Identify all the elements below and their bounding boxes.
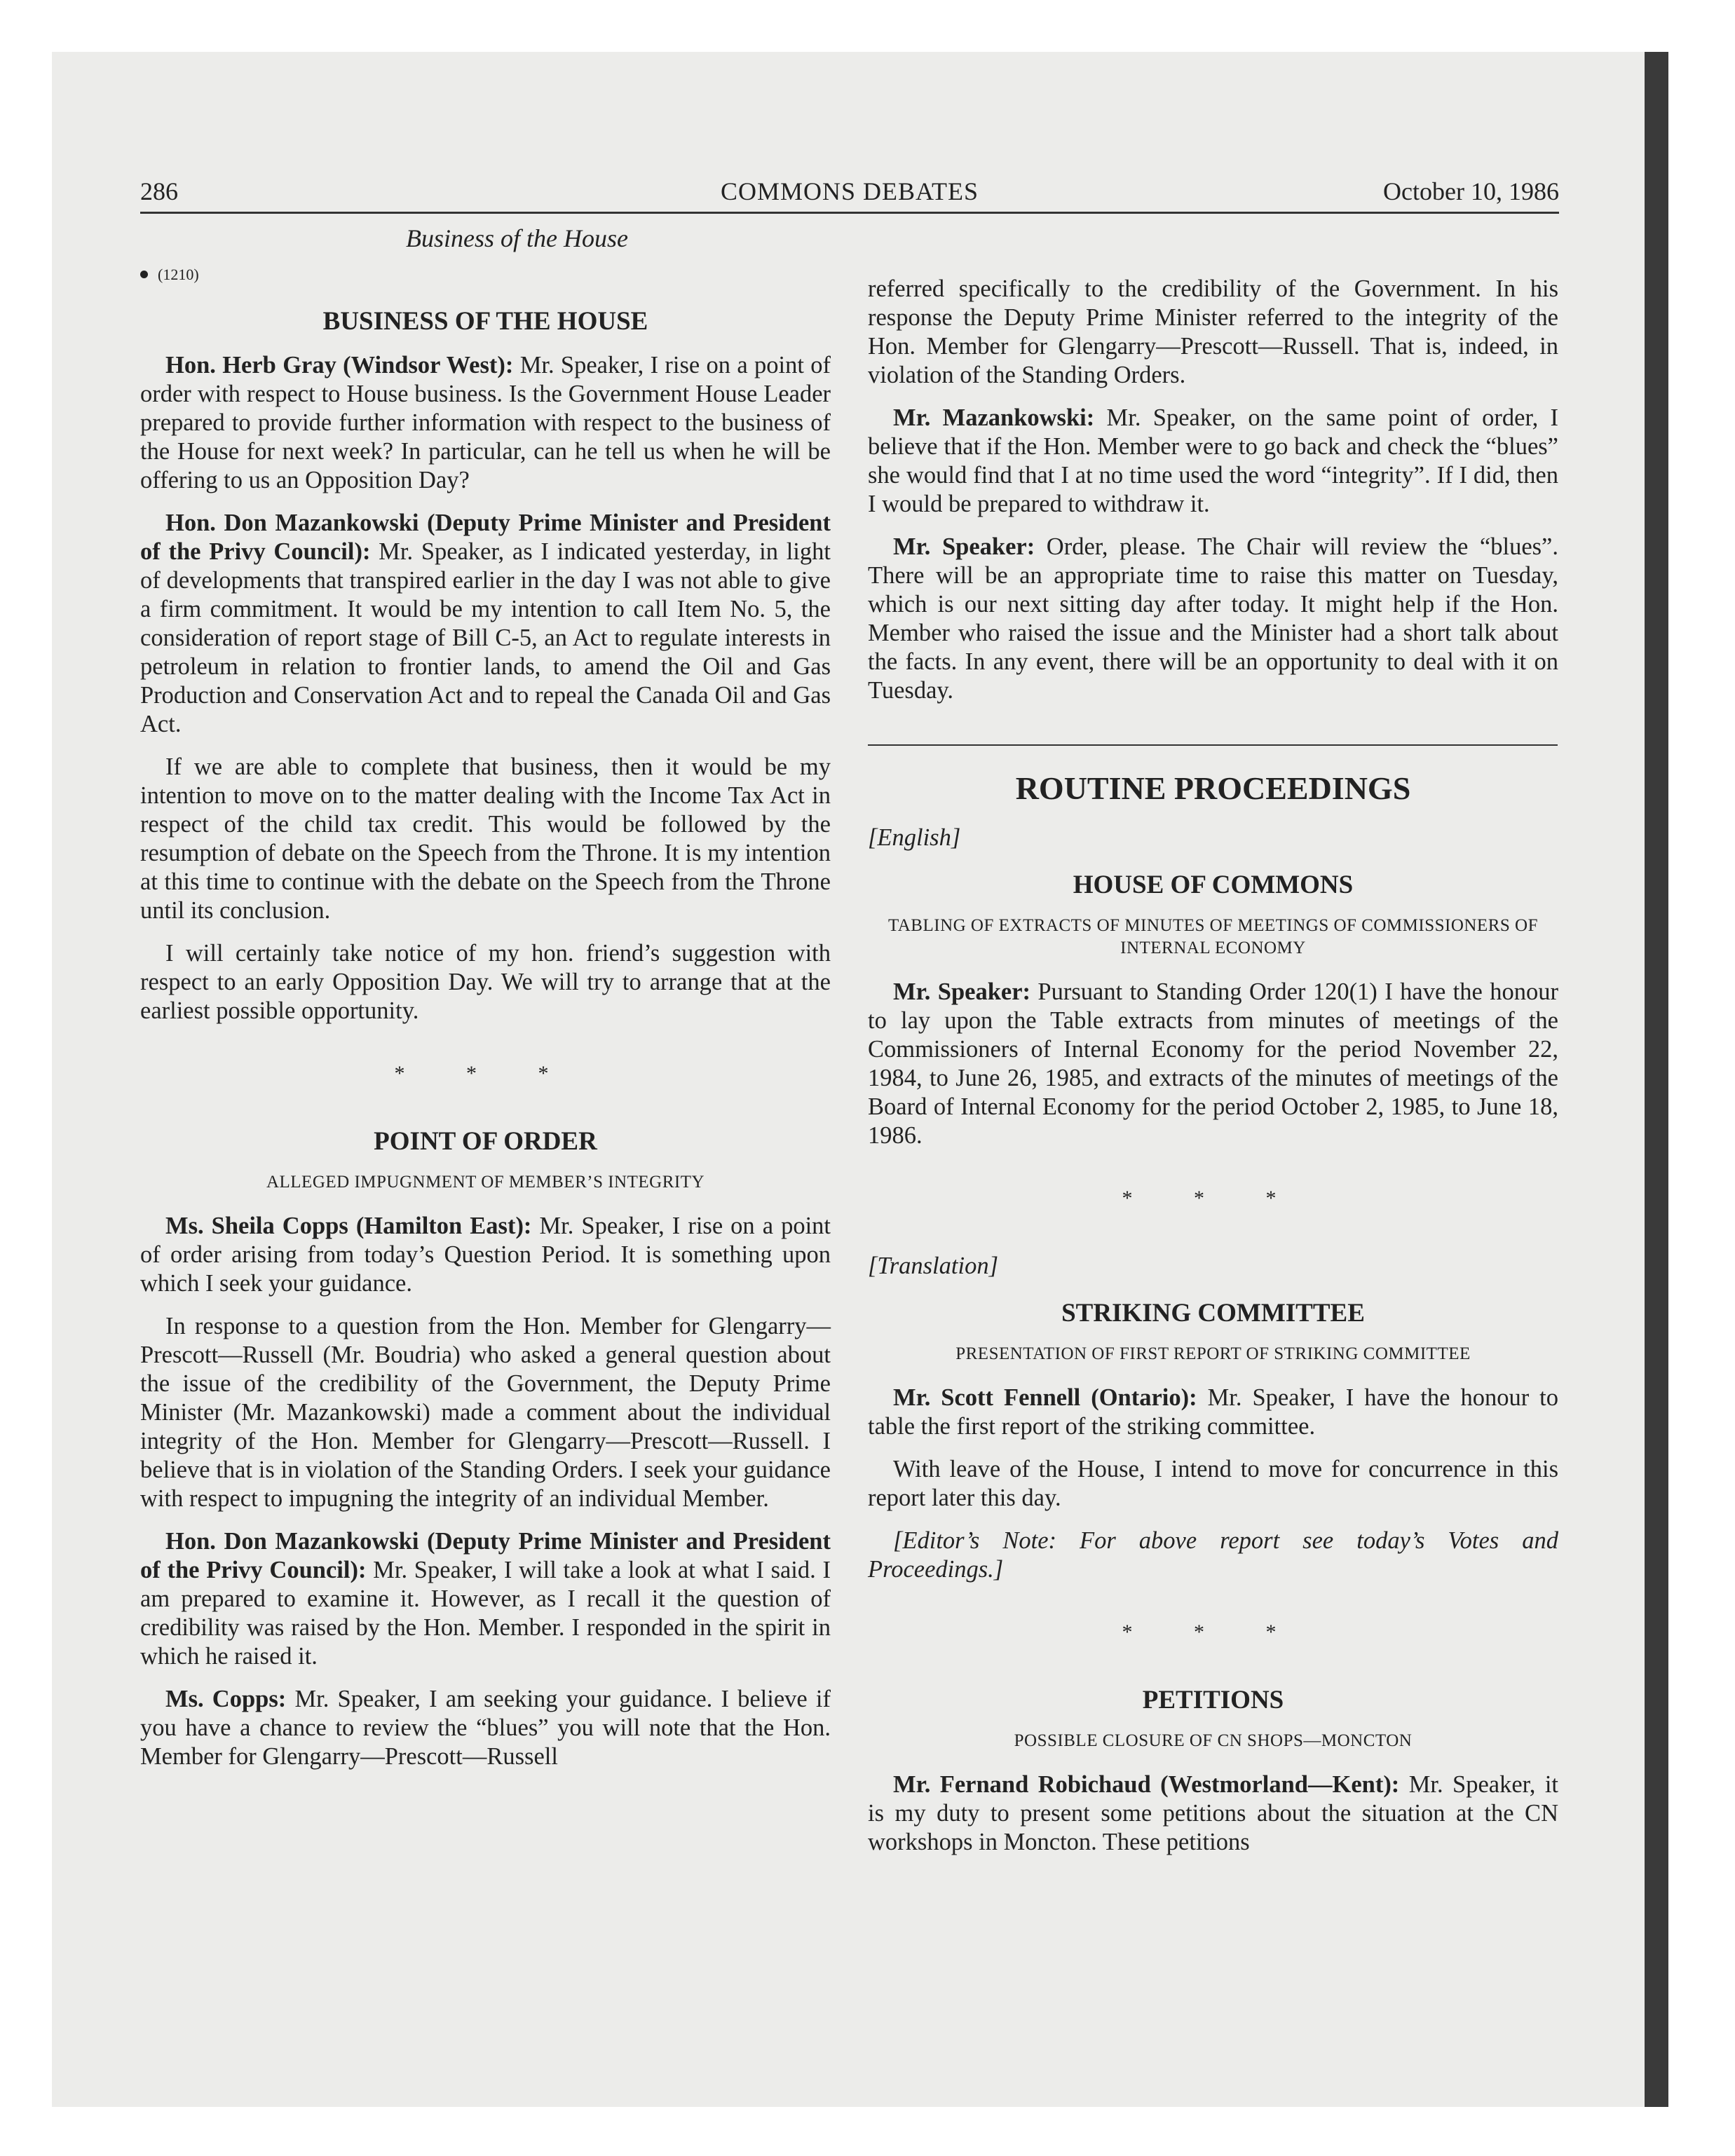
- paragraph: [140, 509, 831, 739]
- page-number: 286: [140, 177, 178, 205]
- subheading: TABLING OF EXTRACTS OF MINUTES OF MEETINGS OF COMMISSIONERS OF INTERNAL ECONOMY: [887, 916, 1538, 957]
- paragraph: [140, 1685, 831, 1771]
- left-column: [140, 224, 831, 1785]
- speaker-name: Mr. Mazankowski:: [893, 404, 1095, 431]
- publication-title: COMMONS DEBATES: [720, 177, 979, 205]
- bullet-dot-icon: [140, 271, 148, 278]
- subheading: POSSIBLE CLOSURE OF CN SHOPS—MONCTON: [1014, 1731, 1413, 1750]
- paragraph-text: Pursuant to Standing Order 120(1) I have the honour to lay upon the Table extracts from minutes of meetings of the Commissioners of Internal Economy for the period November 22, 1984, to June 26, 1985, and extracts of the minutes of meetings of the Board of Internal Economy for the period October 2, 1985, to June 18, 1986.: [868, 978, 1558, 1149]
- publication-date: October 10, 1986: [1383, 177, 1559, 205]
- paragraph-text: Mr. Speaker, I rise on a point of order with respect to House business. Is the Government House Leader prepared to provide further information with respect to the business of the House for next week? In particular, can he tell us when he will be offering to us an Opposition Day?: [140, 352, 831, 493]
- speaker-name: Ms. Sheila Copps (Hamilton East):: [165, 1213, 532, 1239]
- subheading: PRESENTATION OF FIRST REPORT OF STRIKING COMMITTEE: [955, 1344, 1471, 1363]
- paragraph: referred specifically to the credibility of the Government. In his response the Deputy Prime Minister referred to the integrity of the Hon. Member for Glengarry—Prescott—Russell. That is, indeed, in violation of the Standing Orders.: [868, 275, 1558, 388]
- section-separator: * * *: [1122, 1187, 1305, 1210]
- section-heading-point-of-order: POINT OF ORDER: [374, 1127, 597, 1156]
- paragraph: [140, 1527, 831, 1671]
- running-head: Business of the House: [406, 224, 628, 252]
- paragraph: [868, 1770, 1558, 1857]
- section-separator: * * *: [1122, 1621, 1305, 1644]
- horizontal-rule: [868, 744, 1558, 746]
- paragraph: I will certainly take notice of my hon. friend’s suggestion with respect to an early Opposition Day. We will try to arrange that at the earliest possible opportunity.: [140, 940, 831, 1024]
- timestamp: [140, 260, 831, 289]
- speaker-name: Mr. Speaker:: [893, 978, 1030, 1005]
- editor-note: [Editor’s Note: For above report see today’s Votes and Proceedings.]: [868, 1527, 1558, 1583]
- paragraph: [140, 351, 831, 495]
- language-marker: [English]: [868, 824, 961, 851]
- paragraph-text: Order, please. The Chair will review the “blues”. There will be an appropriate time to raise this matter on Tuesday, which is our next sitting day after today. It might help if the Hon. Member who raised the issue and the Minister had a short talk about the facts. In any event, there will be an opportunity to deal with it on Tuesday.: [868, 533, 1558, 704]
- paragraph-text: Mr. Speaker, I will take a look at what I said. I am prepared to examine it. However, as I recall it the question of credibility was raised by the Hon. Member. I responded in the spirit in which he raised it.: [140, 1557, 831, 1670]
- paragraph: In response to a question from the Hon. Member for Glengarry—Prescott—Russell (Mr. Boudria) who asked a general question about the issue of the credibility of the Government, the Deputy Prime Minister (Mr. Mazankowski) made a comment about the individual integrity of the Hon. Member for Glengarry—Prescott—Russell. I believe that is in violation of the Standing Orders. I seek your guidance with respect to impugning the integrity of an individual Member.: [140, 1313, 831, 1512]
- paragraph: If we are able to complete that business, then it would be my intention to move on to the matter dealing with the Income Tax Act in respect of the child tax credit. This would be followed by the resumption of debate on the Speech from the Throne. It is my intention at this time to continue with the debate on the Speech from the Throne until its conclusion.: [140, 753, 831, 924]
- speaker-name: Mr. Speaker:: [893, 533, 1035, 560]
- paragraph-text: Mr. Speaker, as I indicated yesterday, in light of developments that transpired earlier in the day I was not able to give a firm commitment. It would be my intention to call Item No. 5, the consideration of report stage of Bill C-5, an Act to regulate interests in petroleum in relation to frontier lands, to amend the Oil and Gas Production and Conservation Act and to repeal the Canada Oil and Gas Act.: [140, 538, 831, 737]
- section-separator: * * *: [394, 1062, 577, 1085]
- section-heading-business: BUSINESS OF THE HOUSE: [322, 307, 648, 336]
- page-header: [140, 177, 1559, 214]
- speaker-name: Hon. Don Mazankowski (Deputy Prime Minister and President of the Privy Council):: [140, 510, 831, 565]
- section-heading-striking: STRIKING COMMITTEE: [1061, 1299, 1365, 1328]
- speaker-name: Mr. Fernand Robichaud (Westmorland—Kent):: [893, 1771, 1400, 1798]
- section-heading-petitions: PETITIONS: [1142, 1686, 1284, 1714]
- timestamp-label: (1210): [158, 266, 199, 283]
- right-column: [868, 275, 1558, 1871]
- paragraph-text: Mr. Speaker, it is my duty to present some petitions about the situation at the CN workshops in Moncton. These petitions: [868, 1771, 1558, 1855]
- language-marker: [Translation]: [868, 1253, 998, 1279]
- paragraph: With leave of the House, I intend to move for concurrence in this report later this day.: [868, 1456, 1558, 1511]
- paragraph: [868, 978, 1558, 1150]
- paragraph-text: Mr. Speaker, I have the honour to table the first report of the striking committee.: [868, 1384, 1558, 1440]
- paragraph-text: Mr. Speaker, I am seeking your guidance. I believe if you have a chance to review the “blues” you will note that the Hon. Member for Glengarry—Prescott—Russell: [140, 1686, 831, 1770]
- paragraph: [140, 1212, 831, 1298]
- paragraph-text: Mr. Speaker, on the same point of order, I believe that if the Hon. Member were to go back and check the “blues” she would find that I at no time used the word “integrity”. If I did, then I would be prepared to withdraw it.: [868, 404, 1558, 517]
- speaker-name: Mr. Scott Fennell (Ontario):: [893, 1384, 1197, 1411]
- paragraph: [868, 404, 1558, 519]
- scan-edge-shadow: [1645, 52, 1668, 2107]
- paragraph: [868, 533, 1558, 705]
- paragraph: [868, 1384, 1558, 1441]
- subheading: ALLEGED IMPUGNMENT OF MEMBER’S INTEGRITY: [266, 1173, 705, 1192]
- speaker-name: Hon. Herb Gray (Windsor West):: [165, 352, 514, 378]
- section-heading-routine: ROUTINE PROCEEDINGS: [1015, 770, 1411, 806]
- speaker-name: Hon. Don Mazankowski (Deputy Prime Minister and President of the Privy Council):: [140, 1528, 831, 1583]
- paragraph-text: Mr. Speaker, I rise on a point of order arising from today’s Question Period. It is something upon which I seek your guidance.: [140, 1213, 831, 1297]
- speaker-name: Ms. Copps:: [165, 1686, 287, 1712]
- section-heading-house: HOUSE OF COMMONS: [1073, 871, 1354, 899]
